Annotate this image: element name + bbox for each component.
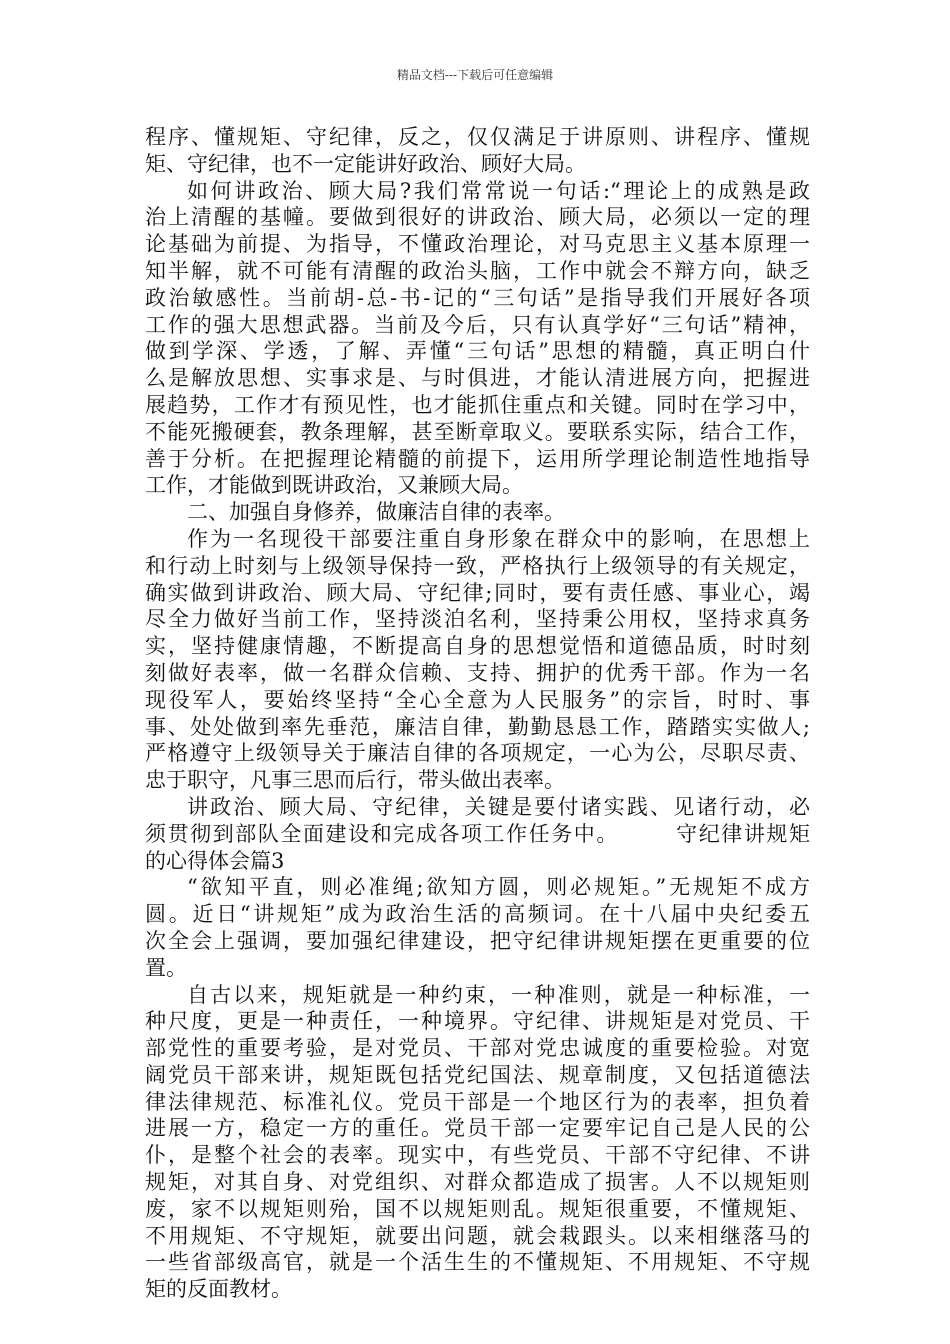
- text-line: 治上清醒的基幢。要做到很好的讲政治、顾大局，必须以一定的理: [145, 205, 810, 230]
- text-line: 和行动上时刻与上级领导保持一致，严格执行上级领导的有关规定，: [145, 553, 810, 578]
- text-line: 程序、懂规矩、守纪律，反之，仅仅满足于讲原则、讲程序、懂规: [145, 125, 810, 149]
- text-line: “欲知平直，则必准绳;欲知方圆，则必规矩。”无规矩不成方: [187, 875, 810, 900]
- text-line: 的心得体会篇3: [145, 848, 285, 873]
- text-line: 进展一方，稳定一方的重任。党员干部一定要牢记自己是人民的公: [145, 1116, 810, 1141]
- text-line: 工作的强大思想武器。当前及今后，只有认真学好“三句话”精神，: [145, 312, 810, 337]
- text-line: 规矩，对其自身、对党组织、对群众都造成了损害。人不以规矩则: [145, 1170, 810, 1195]
- text-line: 废，家不以规矩则殆，国不以规矩则乱。规矩很重要，不懂规矩、: [145, 1196, 810, 1221]
- text-line: 须贯彻到部队全面建设和完成各项工作任务中。 守纪律讲规矩: [145, 821, 810, 846]
- page-header: 精品文档---下载后可任意编辑: [396, 68, 554, 82]
- text-line: 政治敏感性。当前胡-总-书-记的“三句话”是指导我们开展好各项: [145, 285, 810, 310]
- text-line: 不用规矩、不守规矩，就要出问题，就会栽跟头。以来相继落马的: [145, 1223, 810, 1248]
- text-line: 一些省部级高官，就是一个活生生的不懂规矩、不用规矩、不守规: [145, 1250, 810, 1275]
- text-line: 事、处处做到率先垂范，廉洁自律，勤勤恳恳工作，踏踏实实做人;: [145, 714, 810, 739]
- text-line: 做到学深、学透，了解、弄懂“三句话”思想的精髓，真正明白什: [145, 339, 810, 364]
- document-body: [145, 124, 810, 1303]
- text-line: 讲政治、顾大局、守纪律，关键是要付诸实践、见诸行动，必: [187, 794, 810, 819]
- text-line: 知半解，就不可能有清醒的政治头脑，工作中就会不辩方向，缺乏: [145, 258, 810, 283]
- text-line: 矩的反面教材。: [145, 1277, 292, 1302]
- text-line: 种尺度，更是一种责任，一种境界。守纪律、讲规矩是对党员、干: [145, 1009, 810, 1034]
- text-line: 如何讲政治、顾大局?我们常常说一句话:“理论上的成熟是政: [187, 178, 810, 203]
- text-line: 善于分析。在把握理论精髓的前提下，运用所学理论制造性地指导: [145, 446, 810, 471]
- text-line: 律法律规范、标准礼仪。党员干部是一个地区行为的表率，担负着: [145, 1089, 810, 1114]
- text-line: 仆，是整个社会的表率。现实中，有些党员、干部不守纪律、不讲: [145, 1143, 810, 1168]
- text-line: 实，坚持健康情趣，不断提高自身的思想觉悟和道德品质，时时刻: [145, 634, 810, 659]
- text-line: 工作，才能做到既讲政治，又兼顾大局。: [145, 473, 523, 498]
- text-line: 不能死搬硬套，教条理解，甚至断章取义。要联系实际，结合工作，: [145, 419, 810, 444]
- text-line: 矩、守纪律，也不一定能讲好政治、顾好大局。: [145, 151, 586, 176]
- text-line: 圆。近日“讲规矩”成为政治生活的高频词。在十八届中央纪委五: [145, 902, 810, 927]
- text-line: 阔党员干部来讲，规矩既包括党纪国法、规章制度，又包括道德法: [145, 1062, 810, 1087]
- text-line: 论基础为前提、为指导，不懂政治理论，对马克思主义基本原理一: [145, 232, 810, 257]
- text-line: 部党性的重要考验，是对党员、干部对党忠诚度的重要检验。对宽: [145, 1036, 810, 1061]
- text-line: 二、加强自身修养，做廉洁自律的表率。: [187, 500, 565, 525]
- text-line: 自古以来，规矩就是一种约束，一种准则，就是一种标准，一: [187, 982, 810, 1007]
- text-line: 现役军人，要始终坚持“全心全意为人民服务”的宗旨，时时、事: [145, 687, 810, 712]
- text-line: 忠于职守，凡事三思而后行，带头做出表率。: [145, 768, 565, 793]
- text-line: 确实做到讲政治、顾大局、守纪律;同时，要有责任感、事业心，竭: [145, 580, 810, 605]
- text-line: 刻做好表率，做一名群众信赖、支持、拥护的优秀干部。作为一名: [145, 660, 810, 685]
- text-line: 次全会上强调，要加强纪律建设，把守纪律讲规矩摆在更重要的位: [145, 928, 810, 953]
- text-line: 作为一名现役干部要注重自身形象在群众中的影响，在思想上: [187, 526, 810, 551]
- text-line: 展趋势，工作才有预见性，也才能抓住重点和关键。同时在学习中，: [145, 392, 810, 417]
- text-line: 严格遵守上级领导关于廉洁自律的各项规定，一心为公，尽职尽责、: [145, 741, 810, 766]
- text-line: 置。: [145, 955, 187, 980]
- text-line: 么是解放思想、实事求是、与时俱进，才能认清进展方向，把握进: [145, 366, 810, 391]
- text-line: 尽全力做好当前工作，坚持淡泊名利，坚持秉公用权，坚持求真务: [145, 607, 810, 632]
